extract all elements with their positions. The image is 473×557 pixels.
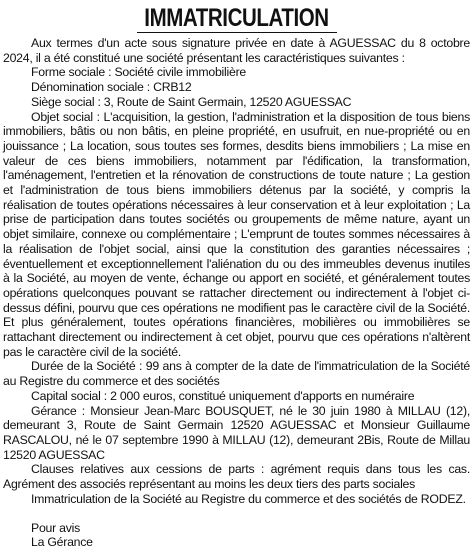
intro-paragraph: Aux termes d'un acte sous signature privée en date à AGUESSAC du 8 octobre 2024, il a été constitué une société présentant les caractéristiques suivantes :	[3, 36, 470, 65]
title-underline	[137, 32, 337, 33]
management: Gérance : Monsieur Jean-Marc BOUSQUET, né le 30 juin 1980 à MILLAU (12), demeurant 3, Route de Saint Germain 12520 AGUESSAC et Monsieur Guillaume RASCALOU, né le 07 septembre 1990 à MILLAU (12), demeurant 2Bis, Route de Millau 12520 AGUESSAC	[3, 403, 470, 462]
notice-title: IMMATRICULATION	[144, 4, 329, 32]
spacer	[3, 507, 470, 521]
company-duration: Durée de la Société : 99 ans à compter de la date de l'immatriculation de la Société au Registre du commerce et des sociétés	[3, 359, 470, 389]
legal-form: Forme sociale : Société civile immobilière	[31, 65, 247, 80]
share-transfer-clauses: Clauses relatives aux cessions de parts : agrément requis dans tous les cas. Agrément des associés représentant au moins les deux tiers des parts sociales	[3, 462, 470, 492]
share-capital: Capital social : 2 000 euros, constitué uniquement d'apports en numéraire	[31, 388, 415, 403]
signature-line-2: La Gérance	[31, 535, 93, 550]
corporate-purpose: Objet social : L'acquisition, la gestion, l'administration et la disposition de tous biens immobiliers, bâtis ou non bâtis, en pleine propriété, en usufruit, en nue-propriété ou en jouissance ; La location, sous toutes ses formes, desdits biens immobiliers ; La mise en valeur de ces biens immobiliers, notamment par l'édification, la transformation, l'aménagement, l'entretien et la rénovation de constructions de toute nature ; La gestion et l'administration de tous biens immobiliers détenus par la société, y compris la réalisation de toutes opérations nécessaires à leur conservation et à leur exploitation ; La prise de participation dans toutes sociétés ou groupements de même nature, ayant un objet similaire, connexe ou complémentaire ; L'emprunt de toutes sommes nécessaires à la réalisation de l'objet social, ainsi que la constitution des garanties nécessaires ; éventuellement et exceptionnellement l'aliénation du ou des immeubles devenus inutiles à la Société, au moyen de vente, échange ou apport en société, et généralement toutes opérations quelconques pouvant se rattacher directement ou indirectement à l'objet ci-dessus défini, pourvu que ces opérations ne modifient pas le caractère civil de la Société. Et plus généralement, toutes opérations financières, mobilières ou immobilières se rattachant directement ou indirectement à cet objet, pourvu que ces opérations n'altèrent pas le caractère civil de la société.	[3, 109, 470, 359]
notice-body	[3, 36, 470, 550]
signature-line-1: Pour avis	[31, 520, 81, 535]
registered-office: Siège social : 3, Route de Saint Germain, 12520 AGUESSAC	[31, 94, 352, 109]
registration: Immatriculation de la Société au Registre du commerce et des sociétés de RODEZ.	[31, 491, 466, 506]
company-name: Dénomination sociale : CRB12	[31, 80, 192, 95]
